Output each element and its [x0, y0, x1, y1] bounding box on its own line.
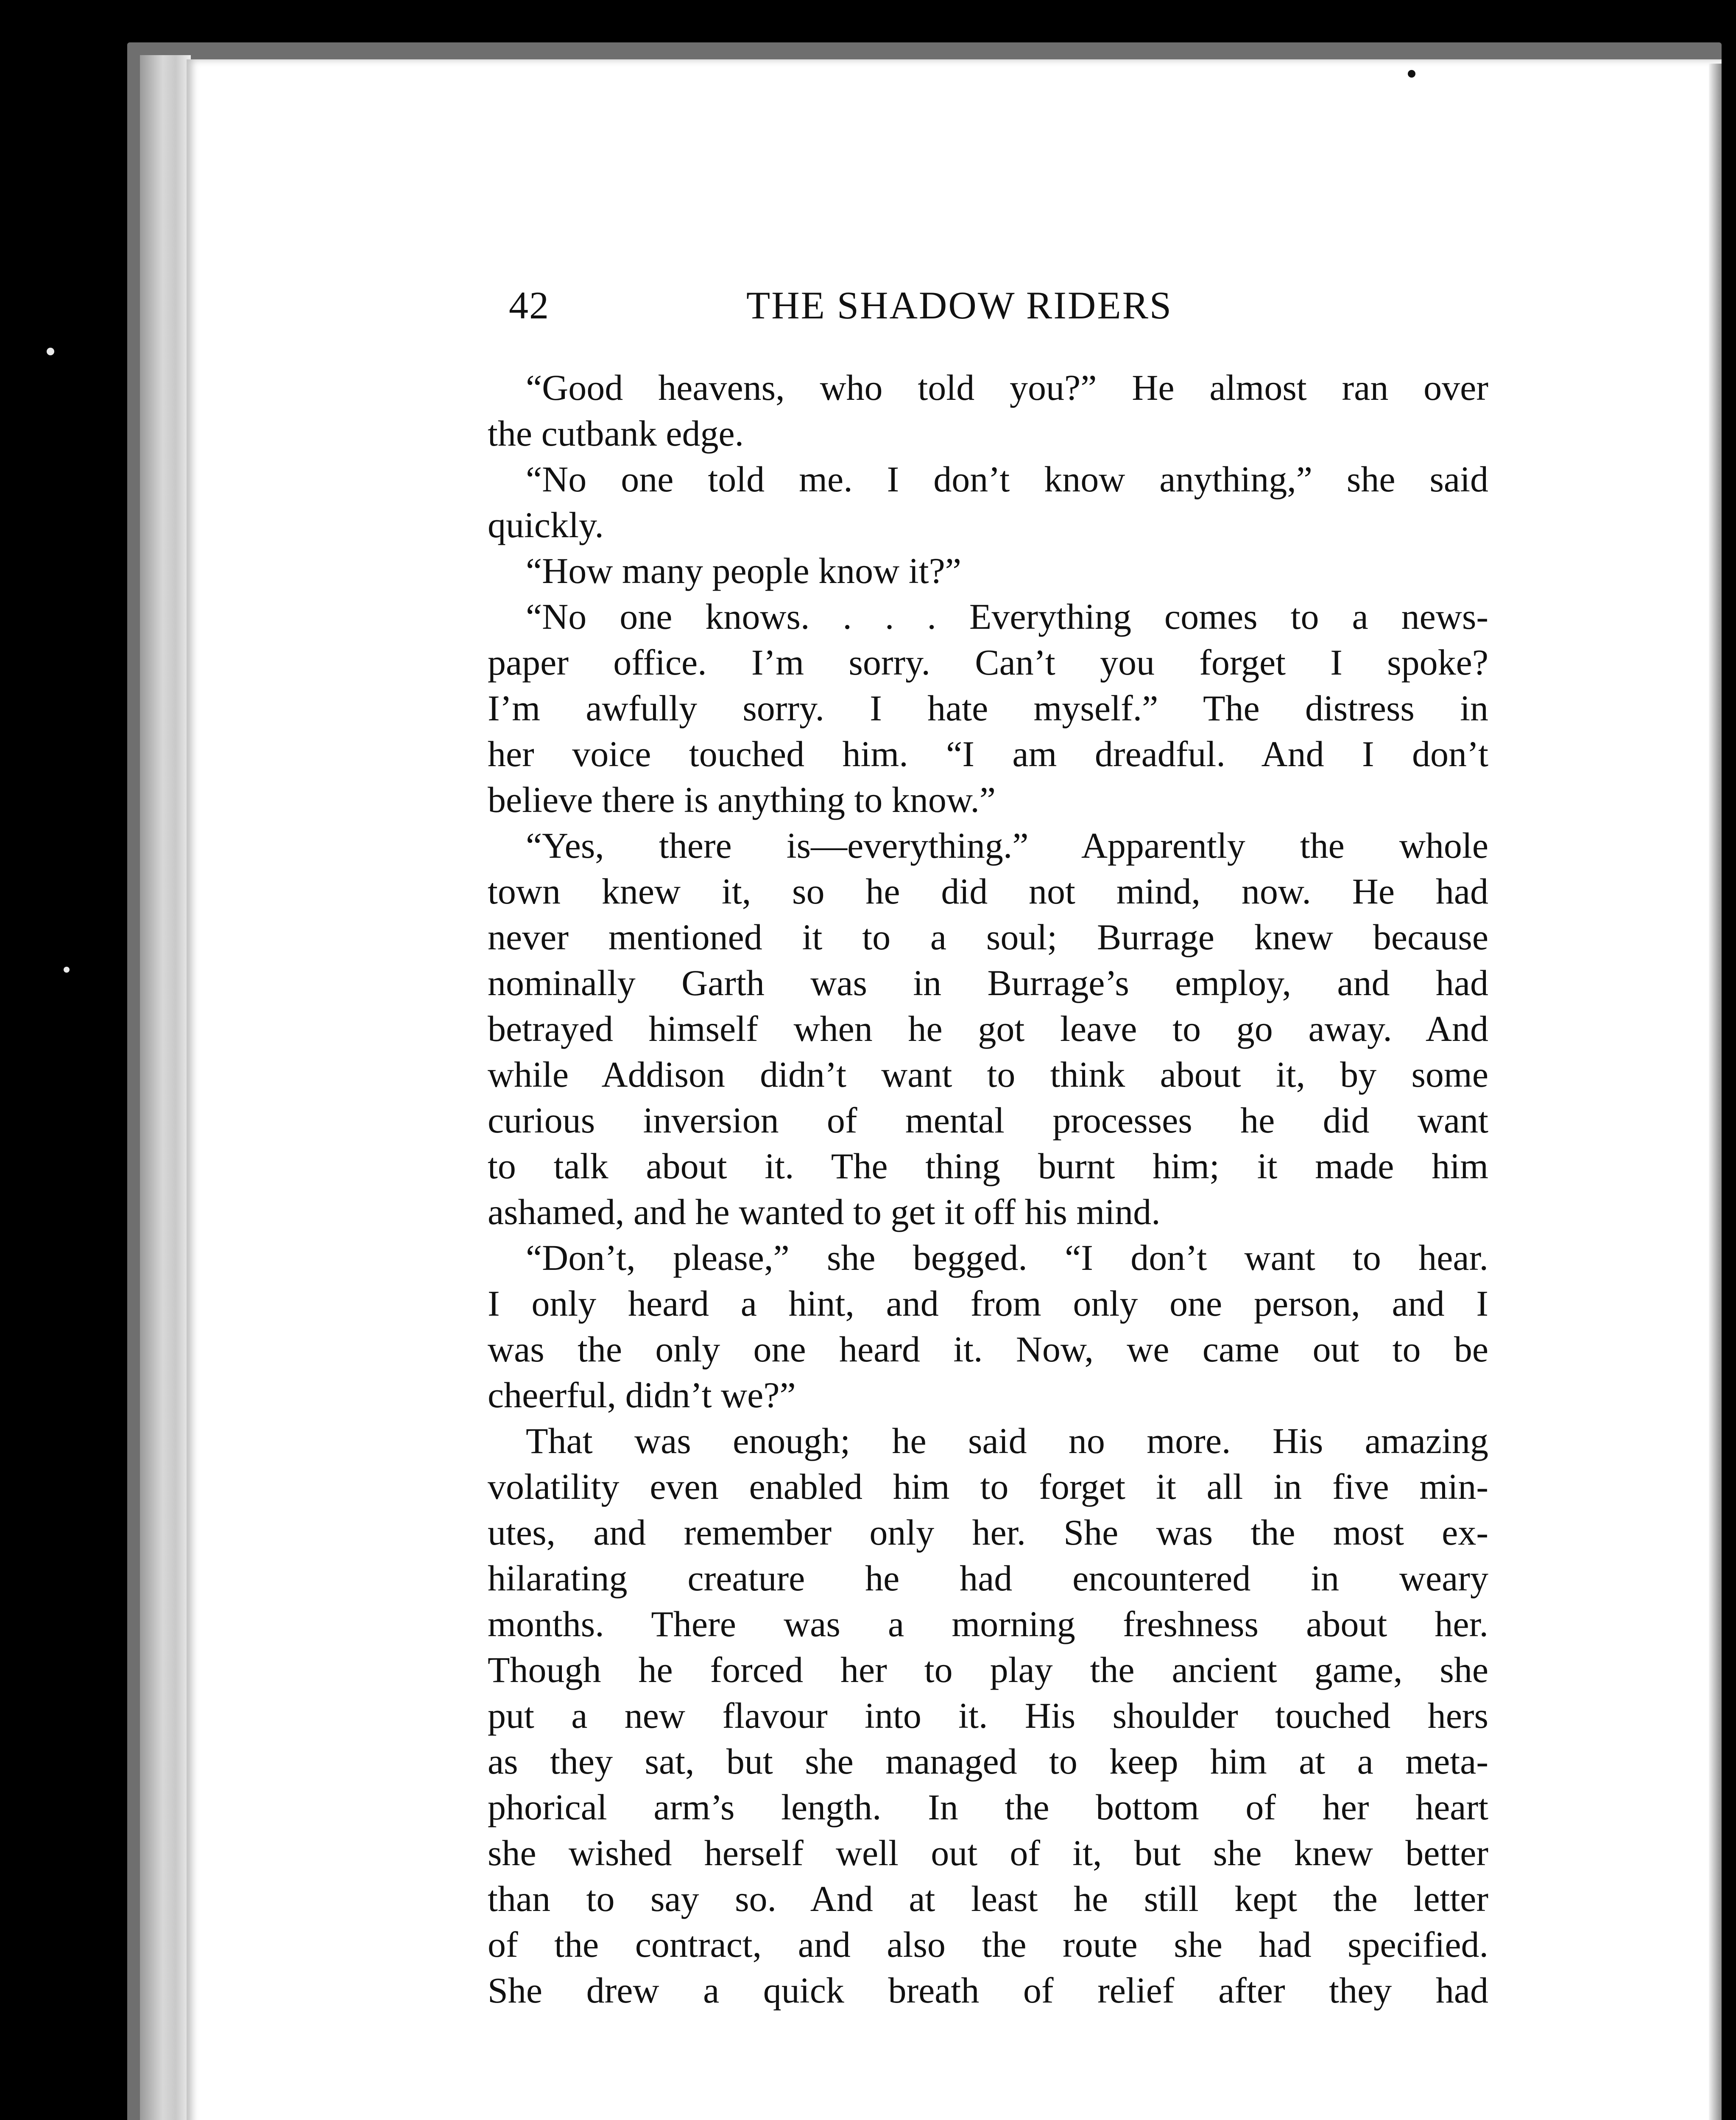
text-line: “Yes, there is—everything.” Apparently the whole — [526, 825, 1488, 866]
page-right-edge — [1709, 64, 1722, 2120]
text-line: phorical arm’s length. In the bottom of her heart — [488, 1787, 1488, 1827]
text-line: betrayed himself when he got leave to go away. And — [488, 1008, 1488, 1049]
text-line: the cutbank edge. — [488, 413, 744, 454]
text-line: she wished herself well out of it, but she knew better — [488, 1833, 1488, 1873]
text-line: months. There was a morning freshness about her. — [488, 1604, 1488, 1644]
text-line: That was enough; he said no more. His amazing — [526, 1420, 1488, 1461]
scan-speck — [47, 348, 54, 355]
text-line: “No one told me. I don’t know anything,” she said — [526, 459, 1488, 499]
text-line: nominally Garth was in Burrage’s employ, and had — [488, 962, 1488, 1003]
text-line: her voice touched him. “I am dreadful. And I don’t — [488, 734, 1488, 774]
text-line: town knew it, so he did not mind, now. He had — [488, 871, 1488, 912]
text-line: “Don’t, please,” she begged. “I don’t want to hear. — [526, 1237, 1488, 1278]
text-line: never mentioned it to a soul; Burrage knew because — [488, 917, 1488, 957]
text-line: “How many people know it?” — [526, 550, 961, 591]
text-line: paper office. I’m sorry. Can’t you forget I spoke? — [488, 642, 1488, 683]
page-header — [509, 276, 1548, 335]
text-line: cheerful, didn’t we?” — [488, 1375, 796, 1415]
text-line: of the contract, and also the route she had specified. — [488, 1924, 1488, 1965]
text-line: “No one knows. . . . Everything comes to a news- — [526, 596, 1488, 637]
text-line: “Good heavens, who told you?” He almost ran over — [526, 367, 1488, 408]
page-gutter — [140, 55, 191, 2120]
text-line: curious inversion of mental processes he did want — [488, 1100, 1488, 1141]
scan-speck — [1408, 70, 1415, 78]
text-line: I’m awfully sorry. I hate myself.” The distress in — [488, 688, 1488, 728]
text-line: ashamed, and he wanted to get it off his mind. — [488, 1191, 1161, 1232]
text-line: volatility even enabled him to forget it all in five min- — [488, 1466, 1488, 1507]
text-line: quickly. — [488, 505, 604, 545]
text-line: while Addison didn’t want to think about it, by some — [488, 1054, 1488, 1095]
running-title: THE SHADOW RIDERS — [746, 284, 1173, 327]
text-line: was the only one heard it. Now, we came out to be — [488, 1329, 1488, 1370]
text-line: utes, and remember only her. She was the most ex- — [488, 1512, 1488, 1553]
scan-speck — [64, 967, 70, 973]
text-line: as they sat, but she managed to keep him at a meta- — [488, 1741, 1488, 1782]
text-line: She drew a quick breath of relief after they had — [488, 1970, 1488, 2011]
text-line: hilarating creature he had encountered in weary — [488, 1558, 1488, 1598]
body-text — [488, 365, 1488, 2013]
text-line: believe there is anything to know.” — [488, 779, 996, 820]
text-line: to talk about it. The thing burnt him; it made him — [488, 1146, 1488, 1186]
page-number: 42 — [509, 284, 550, 327]
text-line: I only heard a hint, and from only one person, and I — [488, 1283, 1488, 1324]
text-line: put a new flavour into it. His shoulder touched hers — [488, 1695, 1488, 1736]
text-line: than to say so. And at least he still kept the letter — [488, 1878, 1488, 1919]
text-line: Though he forced her to play the ancient game, she — [488, 1649, 1488, 1690]
